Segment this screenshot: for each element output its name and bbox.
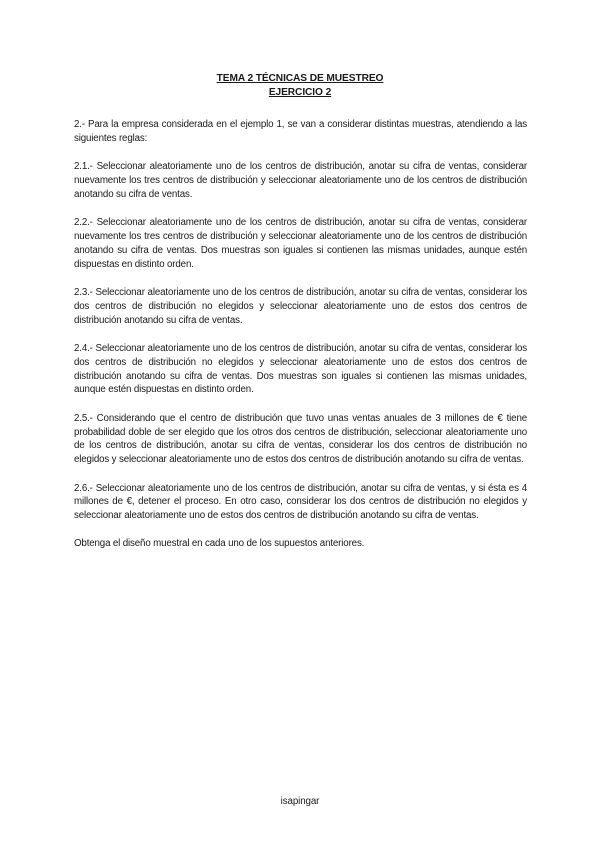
paragraph-2-3: 2.3.- Seleccionar aleatoriamente uno de los centros de distribución, anotar su cifra de ventas, considerar los dos centros de distribución no elegidos y seleccionar aleatoriamente uno de estos dos centros de distribución anotando su cifra de ventas. <box>74 286 527 326</box>
title-block <box>0 72 600 99</box>
paragraph-2-4: 2.4.- Seleccionar aleatoriamente uno de los centros de distribución, anotar su cifra de ventas, considerar los dos centros de distribución no elegidos y seleccionar aleatoriamente uno de estos dos centros de distribución anotando su cifra de ventas. Dos muestras son iguales si contienen las mismas unidades, aunque estén dispuestas en distinto orden. <box>74 342 527 396</box>
document-subtitle: EJERCICIO 2 <box>268 86 332 98</box>
document-title: TEMA 2 TÉCNICAS DE MUESTREO <box>216 73 384 84</box>
document-body <box>74 118 527 566</box>
paragraph-2-5: 2.5.- Considerando que el centro de distribución que tuvo unas ventas anuales de 3 millones de € tiene probabilidad doble de ser elegido que los otros dos centros de distribución, seleccionar aleatoriamente uno de los centros de distribución, anotar su cifra de ventas, considerar los dos centros de distribución no elegidos y seleccionar aleatoriamente uno de estos dos centros de distribución anotando su cifra de ventas. <box>74 412 527 466</box>
paragraph-intro: 2.- Para la empresa considerada en el ejemplo 1, se van a considerar distintas muestras, atendiendo a las siguientes reglas: <box>74 119 527 144</box>
paragraph-closing: Obtenga el diseño muestral en cada uno de los supuestos anteriores. <box>74 538 365 550</box>
page-footer: isapingar <box>280 796 320 807</box>
paragraph-2-1: 2.1.- Seleccionar aleatoriamente uno de los centros de distribución, anotar su cifra de ventas, considerar nuevamente los tres centros de distribución y seleccionar aleatoriamente uno de los centros de distribución anotando su cifra de ventas. <box>74 161 527 200</box>
paragraph-2-6: 2.6.- Seleccionar aleatoriamente uno de los centros de distribución, anotar su cifra de ventas, y si ésta es 4 millones de €, detener el proceso. En otro caso, considerar los dos centros de distribución no elegidos y seleccionar aleatoriamente uno de estos dos centros de distribución anotando su cifra de ventas. <box>74 482 527 522</box>
paragraph-2-2: 2.2.- Seleccionar aleatoriamente uno de los centros de distribución, anotar su cifra de ventas, considerar nuevamente los tres centros de distribución y seleccionar aleatoriamente uno de los centros de distribución anotando su cifra de ventas. Dos muestras son iguales si contienen las mismas unidades, aunque estén dispuestas en distinto orden. <box>74 217 527 270</box>
